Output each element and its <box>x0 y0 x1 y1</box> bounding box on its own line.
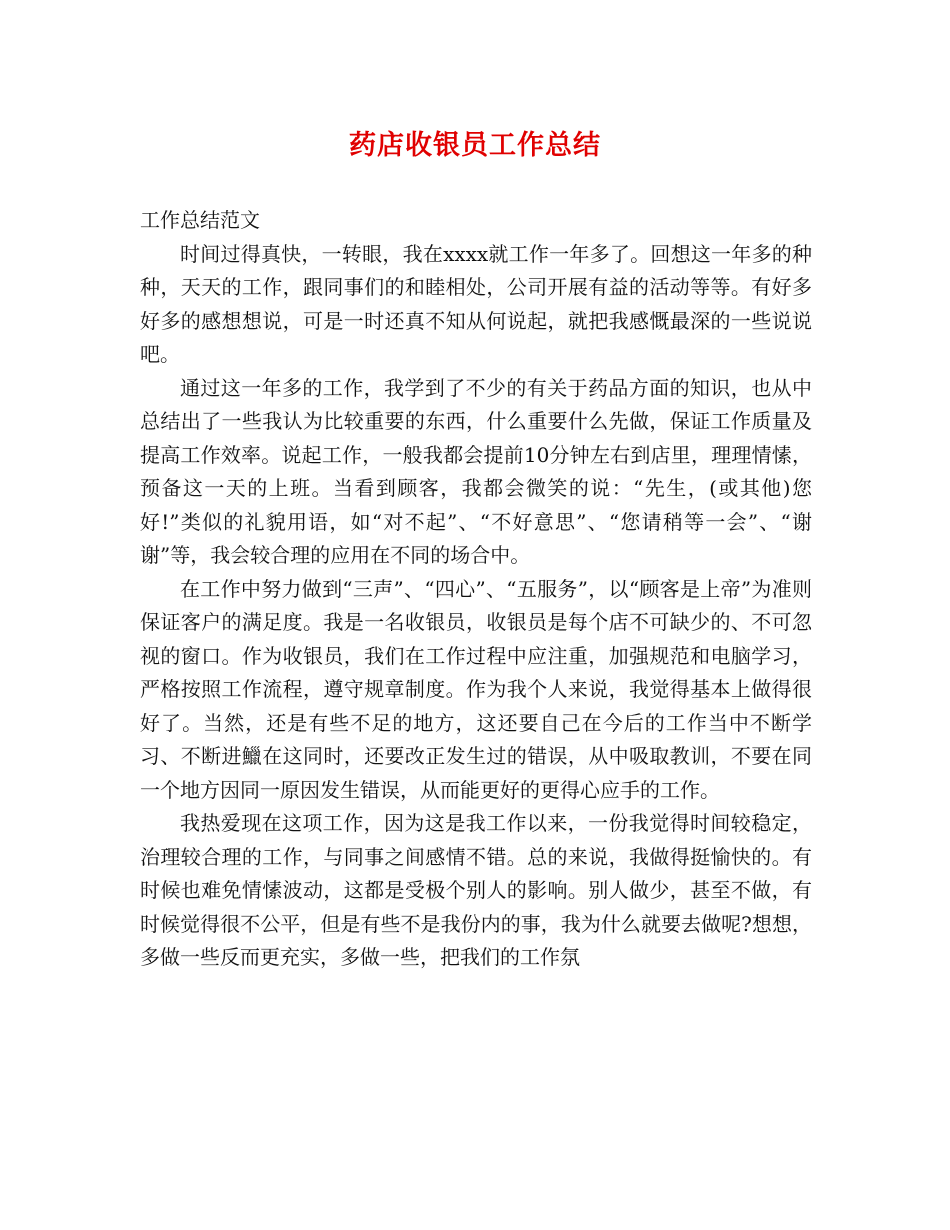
paragraph: 通过这一年多的工作，我学到了不少的有关于药品方面的知识，也从中总结出了一些我认为比较重要的东西，什么重要什么先做，保证工作质量及提高工作效率。说起工作，一般我都会提前10分钟左右到店里，理理情愫，预备这一天的上班。当看到顾客，我都会微笑的说：“先生，(或其他)您好!”类似的礼貌用语，如“对不起”、“不好意思”、“您请稍等一会”、“谢谢”等，我会较合理的应用在不同的场合中。 <box>140 375 812 567</box>
paragraph: 我热爱现在这项工作，因为这是我工作以来，一份我觉得时间较稳定，治理较合理的工作，与同事之间感情不错。总的来说，我做得挺愉快的。有时候也难免情愫波动，这都是受极个别人的影响。别人做少，甚至不做，有时候觉得很不公平，但是有些不是我份内的事，我为什么就要去做呢?想想，多做一些反而更充实，多做一些，把我们的工作氛 <box>140 811 812 969</box>
document-body <box>140 204 812 975</box>
paragraph: 在工作中努力做到“三声”、“四心”、“五服务”，以“顾客是上帝”为准则保证客户的满足度。我是一名收银员，收银员是每个店不可缺少的、不可忽视的窗口。作为收银员，我们在工作过程中应注重，加强规范和电脑学习，严格按照工作流程，遵守规章制度。作为我个人来说，我觉得基本上做得很好了。当然，还是有些不足的地方，这还要自己在今后的工作当中不断学习、不断进鱲在这同时，还要改正发生过的错误，从中吸取教训，不要在同一个地方因同一原因发生错误，从而能更好的更得心应手的工作。 <box>140 576 812 802</box>
document-title: 药店收银员工作总结 <box>349 130 601 161</box>
document-subtitle: 工作总结范文 <box>140 208 260 232</box>
paragraph: 时间过得真快，一转眼，我在xxxx就工作一年多了。回想这一年多的种种，天天的工作，跟同事们的和睦相处，公司开展有益的活动等等。有好多好多的感想想说，可是一时还真不知从何说起，就把我感慨最深的一些说说吧。 <box>140 241 812 366</box>
